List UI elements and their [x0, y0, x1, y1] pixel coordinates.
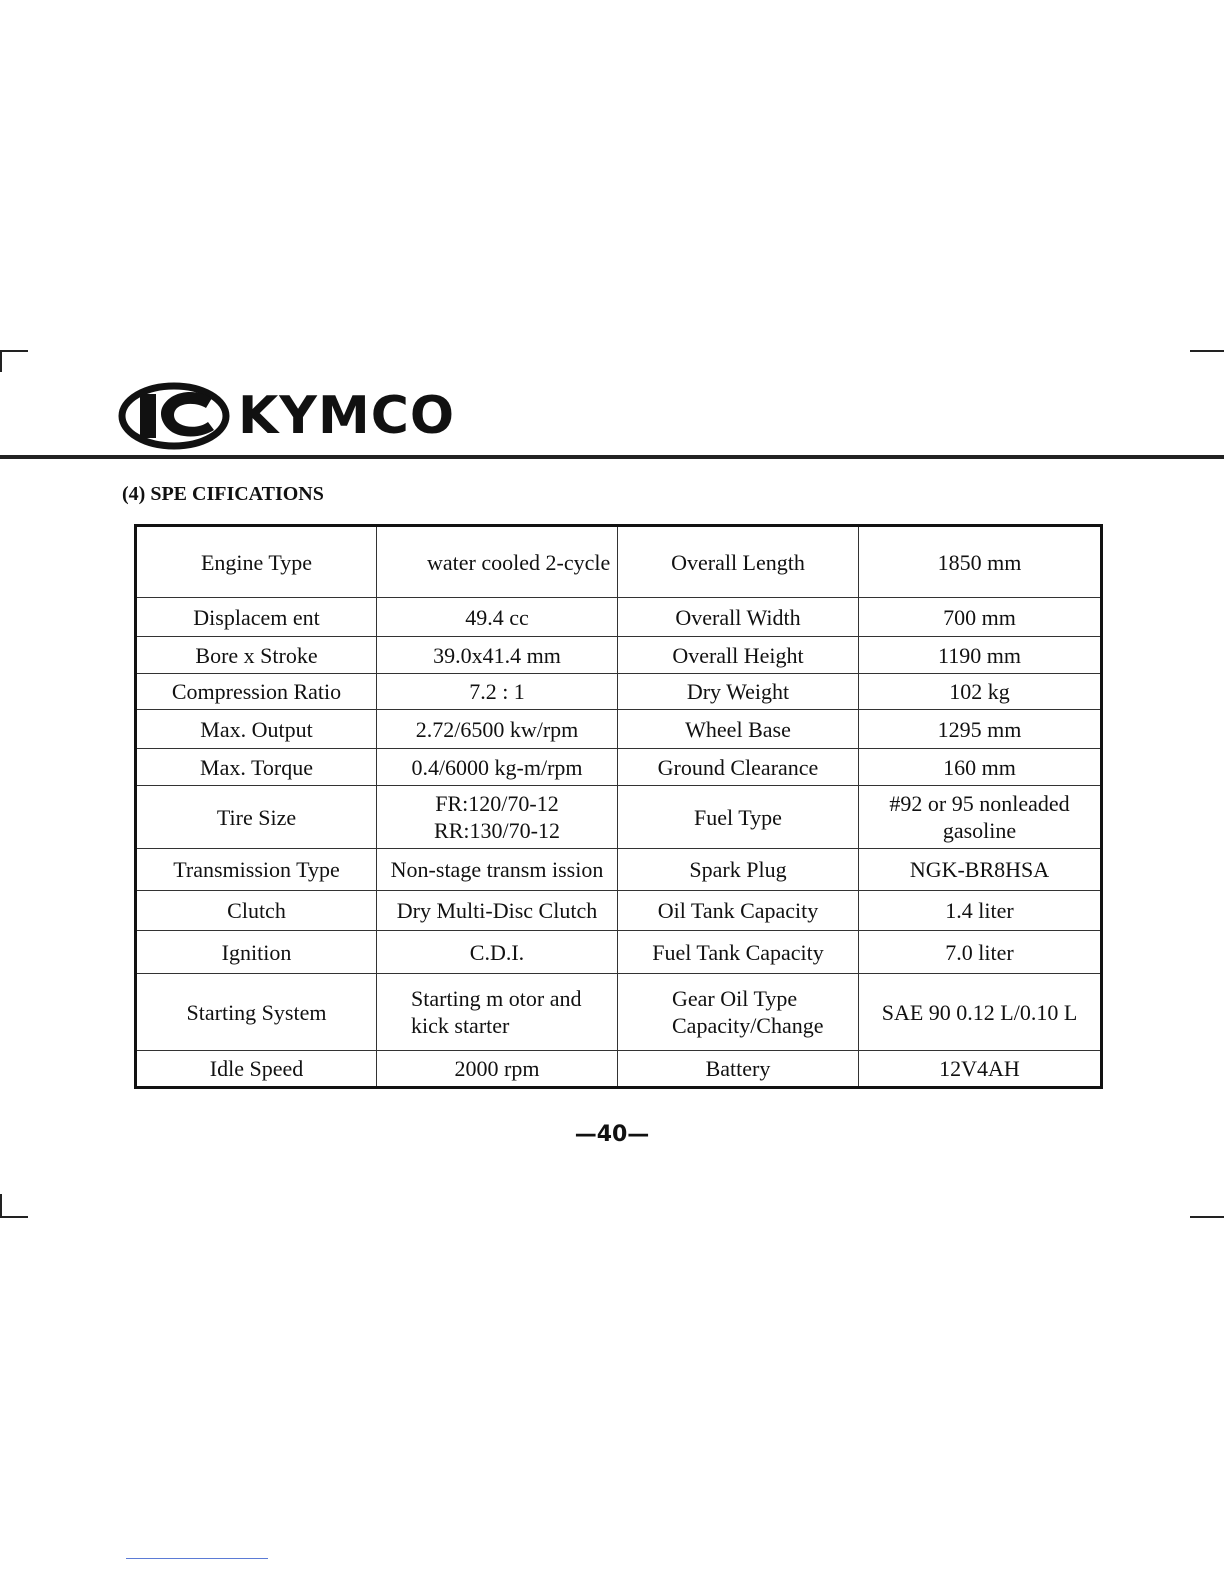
table-row [136, 637, 1102, 674]
spec-label: Ignition [136, 931, 377, 974]
section-title: (4) SPE CIFICATIONS [122, 483, 324, 505]
table-row [136, 786, 1102, 849]
spec-label: Bore x Stroke [136, 637, 377, 674]
spec-value: NGK-BR8HSA [859, 849, 1102, 891]
spec-value: 39.0x41.4 mm [377, 637, 618, 674]
spec-value: 1190 mm [859, 637, 1102, 674]
table-row [136, 674, 1102, 710]
crop-mark-bottom-left-h [0, 1216, 28, 1218]
spec-value: 49.4 cc [377, 598, 618, 637]
spec-value: 102 kg [859, 674, 1102, 710]
spec-label: Fuel Tank Capacity [618, 931, 859, 974]
spec-value: water cooled 2-cycle [377, 526, 618, 598]
logo-wordmark: KYMCO [238, 386, 456, 446]
table-row [136, 931, 1102, 974]
table-row [136, 1051, 1102, 1088]
spec-label: Wheel Base [618, 710, 859, 749]
spec-value: 160 mm [859, 749, 1102, 786]
spec-label: Dry Weight [618, 674, 859, 710]
spec-value: #92 or 95 nonleaded gasoline [859, 786, 1102, 849]
crop-mark-top-right [1190, 350, 1224, 352]
spec-label: Overall Length [618, 526, 859, 598]
spec-label: Overall Width [618, 598, 859, 637]
spec-value: 1850 mm [859, 526, 1102, 598]
kymco-logo [118, 382, 478, 450]
crop-mark-bottom-left-v [0, 1194, 2, 1218]
spec-label: Spark Plug [618, 849, 859, 891]
spec-value: 0.4/6000 kg-m/rpm [377, 749, 618, 786]
spec-value: 700 mm [859, 598, 1102, 637]
spec-label: Oil Tank Capacity [618, 891, 859, 931]
spec-value: Non-stage transm ission [377, 849, 618, 891]
spec-label: Engine Type [136, 526, 377, 598]
spec-label: Tire Size [136, 786, 377, 849]
spec-label: Compression Ratio [136, 674, 377, 710]
spec-label: Overall Height [618, 637, 859, 674]
spec-value: 2.72/6500 kw/rpm [377, 710, 618, 749]
spec-label: Displacem ent [136, 598, 377, 637]
spec-value: Dry Multi-Disc Clutch [377, 891, 618, 931]
spec-value: 1295 mm [859, 710, 1102, 749]
spec-label: Transmission Type [136, 849, 377, 891]
page-number: —40— [574, 1122, 650, 1147]
spec-label: Fuel Type [618, 786, 859, 849]
spec-value: 2000 rpm [377, 1051, 618, 1088]
table-row [136, 974, 1102, 1051]
specifications-table [134, 524, 1103, 1089]
spec-label: Gear Oil Type Capacity/Change [618, 974, 859, 1051]
crop-mark-top-left-v [0, 350, 2, 372]
table-row [136, 598, 1102, 637]
spec-value: Starting m otor and kick starter [377, 974, 618, 1051]
spec-value: C.D.I. [377, 931, 618, 974]
spec-value: FR:120/70-12 RR:130/70-12 [377, 786, 618, 849]
table-row [136, 891, 1102, 931]
crop-mark-top-left-h [0, 350, 28, 352]
spec-value: 7.2 : 1 [377, 674, 618, 710]
spec-label: Max. Torque [136, 749, 377, 786]
kymco-emblem-icon [118, 382, 230, 450]
table-row [136, 526, 1102, 598]
spec-label: Max. Output [136, 710, 377, 749]
spec-label: Battery [618, 1051, 859, 1088]
spec-label: Ground Clearance [618, 749, 859, 786]
table-row [136, 849, 1102, 891]
spec-label: Starting System [136, 974, 377, 1051]
header-rule [0, 455, 1224, 459]
spec-label: Idle Speed [136, 1051, 377, 1088]
crop-mark-bottom-right [1190, 1216, 1224, 1218]
spec-value: SAE 90 0.12 L/0.10 L [859, 974, 1102, 1051]
spec-value: 1.4 liter [859, 891, 1102, 931]
spec-value: 12V4AH [859, 1051, 1102, 1088]
table-row [136, 710, 1102, 749]
spec-label: Clutch [136, 891, 377, 931]
link-underline [126, 1558, 268, 1559]
spec-value: 7.0 liter [859, 931, 1102, 974]
table-row [136, 749, 1102, 786]
